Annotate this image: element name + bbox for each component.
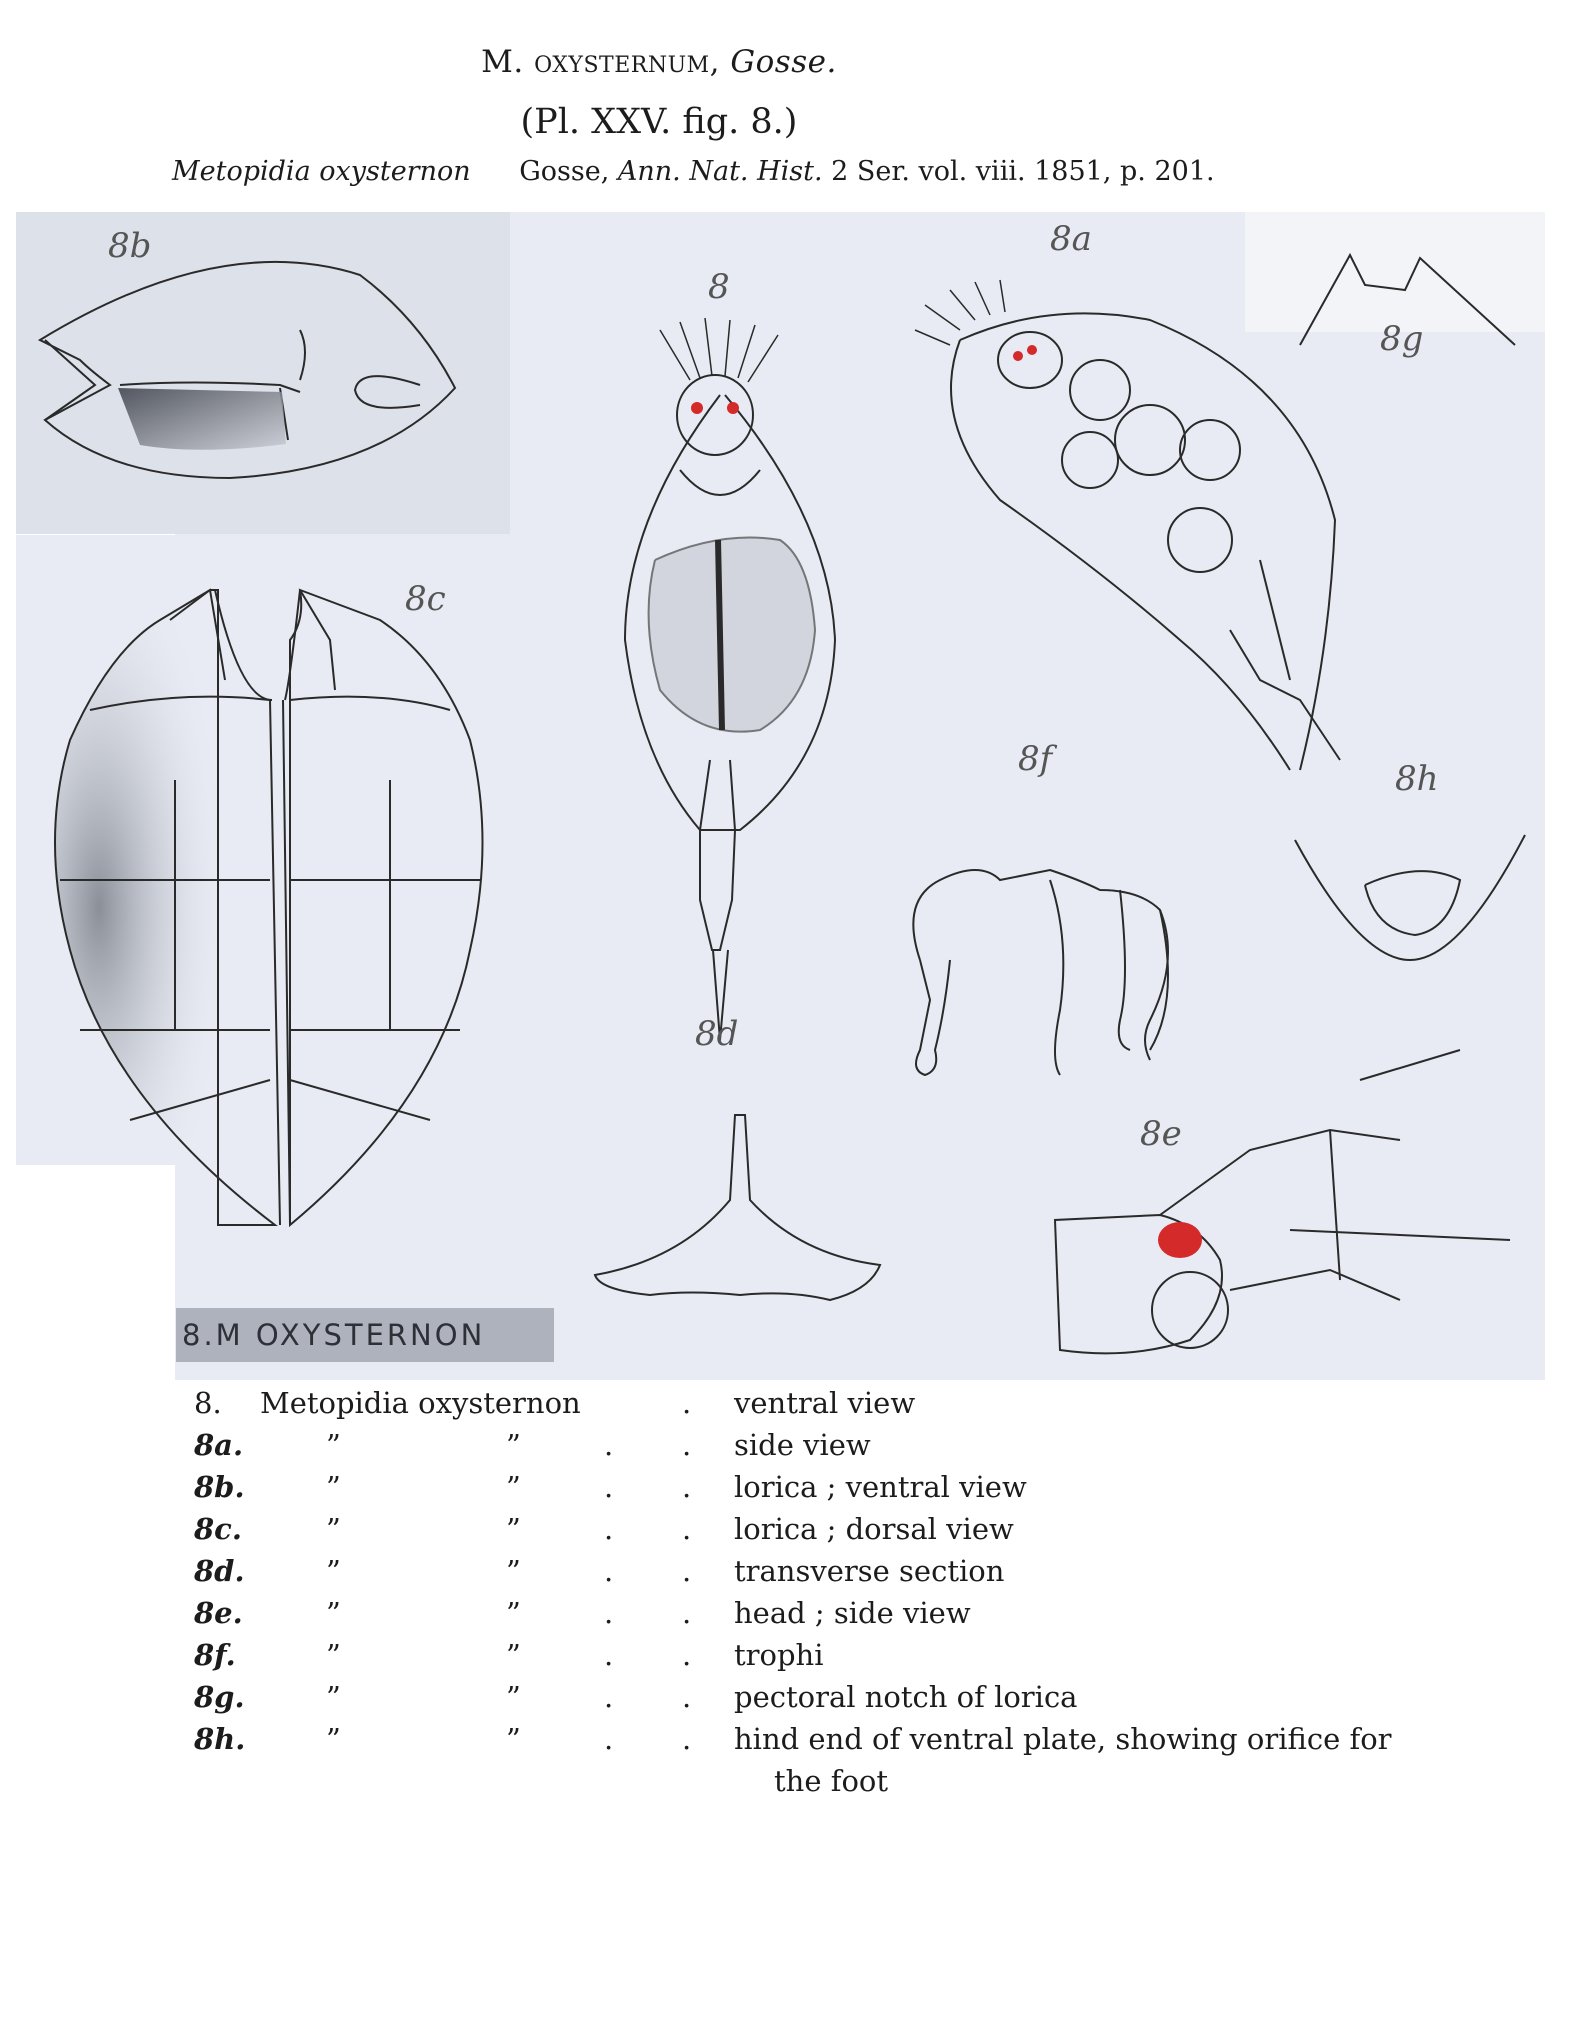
figure-label-8g: 8g	[1380, 319, 1424, 359]
legend-continuation: the foot	[774, 1764, 889, 1798]
title-initial: M.	[481, 44, 524, 80]
legend-dot: .	[604, 1470, 614, 1504]
legend-ditto: ”	[506, 1512, 521, 1546]
citation-journal: Ann. Nat. Hist.	[617, 156, 823, 187]
figure-label-8d: 8d	[695, 1014, 739, 1054]
specimen-stamp-label: 8.M OXYSTERNON	[176, 1308, 554, 1362]
legend-dot: .	[682, 1470, 692, 1504]
legend-dot: .	[604, 1596, 614, 1630]
legend-num: 8h.	[194, 1722, 246, 1756]
legend-num: 8e.	[194, 1596, 243, 1630]
legend-num: 8a.	[194, 1428, 244, 1462]
legend-dot: .	[682, 1680, 692, 1714]
legend-dot: .	[682, 1596, 692, 1630]
citation-name: Metopidia oxysternon	[172, 156, 471, 187]
legend-description: ventral view	[734, 1386, 916, 1420]
legend-ditto: ”	[326, 1596, 341, 1630]
legend-dot: .	[604, 1512, 614, 1546]
legend-ditto: ”	[506, 1722, 521, 1756]
figure-label-8f: 8f	[1018, 739, 1053, 779]
legend-ditto: ”	[506, 1680, 521, 1714]
legend-dot: .	[682, 1554, 692, 1588]
figure-label-8: 8	[708, 267, 730, 307]
legend-dot: .	[682, 1386, 692, 1420]
citation-author: Gosse,	[519, 156, 610, 187]
legend-description: hind end of ventral plate, showing orifice for	[734, 1722, 1392, 1756]
legend-description: transverse section	[734, 1554, 1005, 1588]
legend-description: side view	[734, 1428, 871, 1462]
legend-dot: .	[682, 1638, 692, 1672]
legend-num: 8c.	[194, 1512, 242, 1546]
legend-ditto: ”	[326, 1428, 341, 1462]
legend-description: trophi	[734, 1638, 824, 1672]
legend-description: lorica ; ventral view	[734, 1470, 1027, 1504]
plate-reference: (Pl. XXV. fig. 8.)	[520, 102, 798, 142]
legend-ditto: ”	[326, 1470, 341, 1504]
legend-description: pectoral notch of lorica	[734, 1680, 1078, 1714]
legend-ditto: ”	[506, 1596, 521, 1630]
legend-species: Metopidia oxysternon	[260, 1386, 581, 1420]
legend-ditto: ”	[506, 1638, 521, 1672]
figure-label-8c: 8c	[405, 579, 446, 619]
legend-dot: .	[682, 1512, 692, 1546]
title-author: Gosse.	[730, 44, 837, 80]
legend-num: 8f.	[194, 1638, 236, 1672]
legend-ditto: ”	[326, 1638, 341, 1672]
legend-num: 8.	[194, 1386, 222, 1420]
figure-label-8e: 8e	[1140, 1114, 1182, 1154]
legend-dot: .	[682, 1428, 692, 1462]
figure-label-8a: 8a	[1050, 219, 1092, 259]
legend-ditto: ”	[326, 1554, 341, 1588]
legend-ditto: ”	[326, 1680, 341, 1714]
legend-dot: .	[604, 1680, 614, 1714]
title-species: oxysternum,	[534, 44, 721, 80]
legend-dot: .	[604, 1428, 614, 1462]
legend-num: 8g.	[194, 1680, 245, 1714]
legend-dot: .	[604, 1554, 614, 1588]
legend-ditto: ”	[326, 1722, 341, 1756]
legend-num: 8b.	[194, 1470, 245, 1504]
legend-ditto: ”	[326, 1512, 341, 1546]
legend-description: head ; side view	[734, 1596, 971, 1630]
legend-description: lorica ; dorsal view	[734, 1512, 1014, 1546]
figure-label-8b: 8b	[108, 226, 152, 266]
legend-ditto: ”	[506, 1470, 521, 1504]
panel-8b-background	[16, 212, 510, 534]
legend-ditto: ”	[506, 1428, 521, 1462]
legend-dot: .	[682, 1722, 692, 1756]
legend-dot: .	[604, 1722, 614, 1756]
legend-ditto: ”	[506, 1554, 521, 1588]
figure-label-8h: 8h	[1395, 759, 1439, 799]
panel-8g-background	[1245, 212, 1545, 332]
legend-num: 8d.	[194, 1554, 245, 1588]
citation-details: 2 Ser. vol. viii. 1851, p. 201.	[831, 156, 1215, 187]
legend-dot: .	[604, 1638, 614, 1672]
